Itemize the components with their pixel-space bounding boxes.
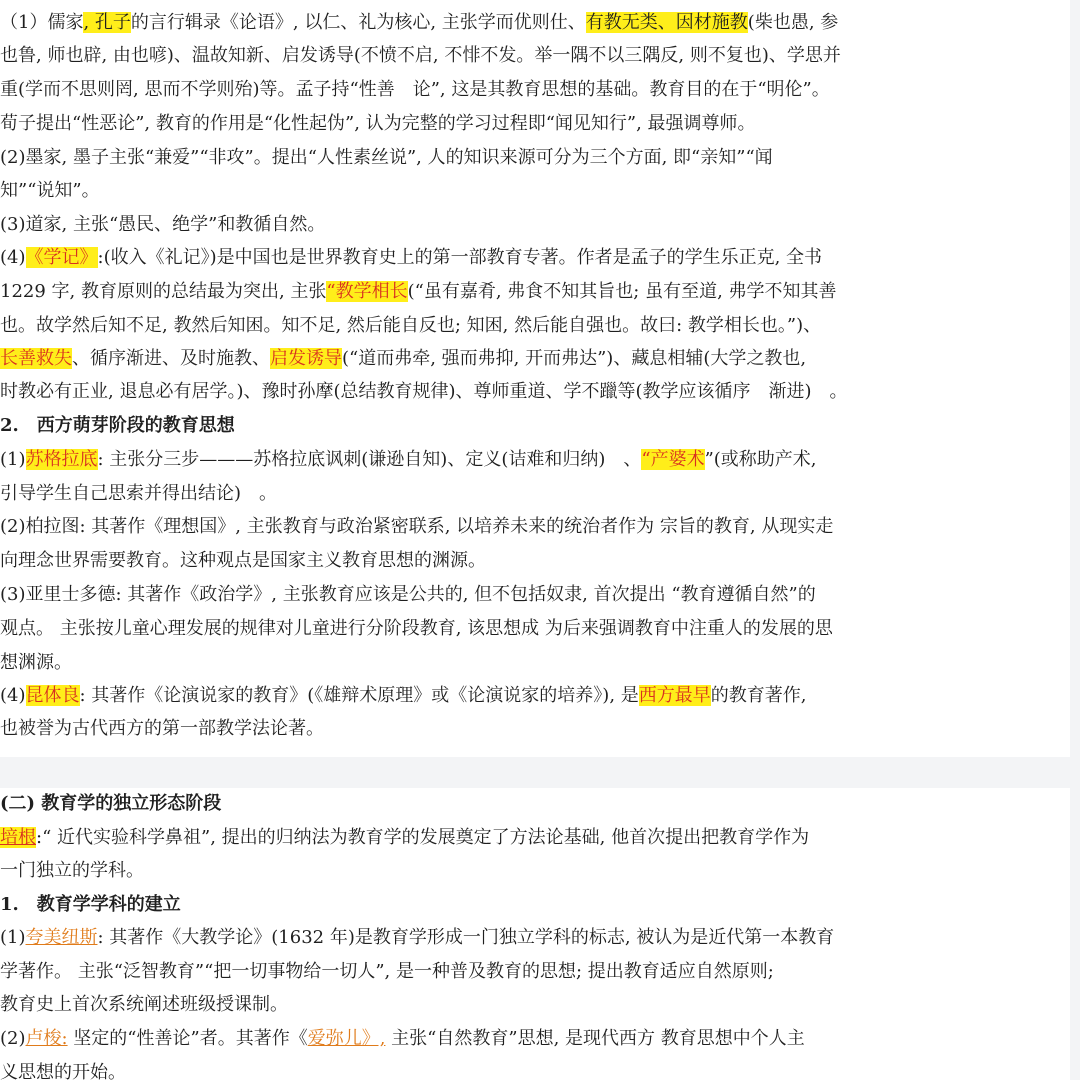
- text-line: [0, 514, 900, 540]
- text-line: [0, 683, 900, 709]
- text-line: [0, 43, 900, 69]
- text-line: [0, 992, 900, 1018]
- text-segment: 教育史上首次系统阐述班级授课制。: [0, 994, 288, 1015]
- text-line: [0, 1026, 900, 1052]
- text-segment: : 主张分三步———苏格拉底讽刺(谦逊自知)、定义(诘难和归纳) 、: [97, 449, 642, 470]
- text-segment: (1): [0, 927, 26, 948]
- text-segment: 时教必有正业, 退息必有居学。)、豫时孙摩(总结教育规律)、尊师重道、学不躐等(教学应该循序 渐进) 。: [0, 381, 848, 402]
- text-line: [0, 892, 900, 918]
- document-page-2: [0, 788, 1070, 1083]
- text-segment: (3)道家, 主张“愚民、绝学”和教循自然。: [0, 214, 326, 235]
- highlighted-term: 启发诱导: [270, 348, 342, 369]
- text-line: [0, 548, 900, 574]
- highlighted-term: , 孔子: [83, 12, 131, 33]
- highlighted-term: 长善救失: [0, 348, 72, 369]
- text-segment: 义思想的开始。: [0, 1062, 126, 1083]
- text-line: [0, 1060, 900, 1086]
- text-segment: (3)亚里士多德: 其著作《政治学》, 主张教育应该是公共的, 但不包括奴隶, 首次提出 “教育遵循自然”的: [0, 584, 816, 605]
- text-segment: 的言行辑录《论语》, 以仁、礼为核心, 主张学而优则仕、: [130, 12, 586, 33]
- text-segment: (二) 教育学的独立形态阶段: [0, 793, 222, 814]
- highlighted-term: 《学记》: [25, 247, 98, 268]
- text-line: [0, 716, 900, 742]
- text-line: [0, 245, 900, 271]
- text-line: [0, 413, 900, 439]
- text-line: [0, 858, 900, 884]
- highlighted-term: “教学相长: [326, 281, 408, 302]
- text-line: [0, 379, 900, 405]
- text-segment: 也。故学然后知不足, 教然后知困。知不足, 然后能自反也; 知困, 然后能自强也。故曰: 教学相长也。”)、: [0, 315, 822, 336]
- text-line: [0, 447, 900, 473]
- text-segment: 坚定的“性善论”者。其著作《: [67, 1028, 308, 1049]
- text-segment: 学著作。 主张“泛智教育”“把一切事物给一切人”, 是一种普及教育的思想; 提出教育适应自然原则;: [0, 961, 774, 982]
- text-segment: 向理念世界需要教育。这种观点是国家主义教育思想的渊源。: [0, 550, 486, 571]
- highlighted-term: 卢梭:: [25, 1028, 68, 1049]
- text-line: [0, 279, 900, 305]
- text-segment: （1）儒家: [0, 12, 84, 33]
- text-segment: 、循序渐进、及时施教、: [72, 348, 270, 369]
- text-segment: 的教育著作,: [710, 685, 807, 706]
- text-segment: : 其著作《论演说家的教育》(《雄辩术原理》或《论演说家的培养》), 是: [79, 685, 639, 706]
- text-line: [0, 346, 900, 372]
- text-segment: (2)柏拉图: 其著作《理想国》, 主张教育与政治紧密联系, 以培养未来的统治者作为 宗旨的教育, 从现实走: [0, 516, 834, 537]
- text-segment: :(收入《礼记》)是中国也是世界教育史上的第一部教育专著。作者是孟子的学生乐正克, 全书: [97, 247, 823, 268]
- text-line: [0, 481, 900, 507]
- text-line: [0, 10, 900, 36]
- text-segment: 观点。 主张按儿童心理发展的规律对儿童进行分阶段教育, 该思想成 为后来强调教育中注重人的发展的思: [0, 618, 833, 639]
- highlighted-term: 苏格拉底: [25, 449, 98, 470]
- text-line: [0, 825, 900, 851]
- text-line: [0, 650, 900, 676]
- text-segment: (1): [0, 449, 26, 470]
- text-line: [0, 77, 900, 103]
- text-line: [0, 313, 900, 339]
- text-line: [0, 145, 900, 171]
- text-line: [0, 791, 900, 817]
- page-separator: [0, 757, 1080, 788]
- highlighted-term: 爱弥儿》,: [307, 1028, 386, 1049]
- highlighted-term: 西方最早: [638, 685, 711, 706]
- text-segment: (4): [0, 247, 26, 268]
- text-segment: 荀子提出“性恶论”, 教育的作用是“化性起伪”, 认为完整的学习过程即“闻见知行”, 最强调尊师。: [0, 113, 756, 134]
- text-segment: (“虽有嘉肴, 弗食不知其旨也; 虽有至道, 弗学不知其善: [407, 281, 837, 302]
- highlighted-term: 有教无类、因材施教: [585, 12, 748, 33]
- text-line: [0, 582, 900, 608]
- text-segment: (2)墨家, 墨子主张“兼爱”“非攻”。提出“人性素丝说”, 人的知识来源可分为三个方面, 即“亲知”“闻: [0, 147, 773, 168]
- text-segment: (柴也愚, 参: [747, 12, 839, 33]
- text-line: [0, 178, 900, 204]
- text-segment: 1229 字, 教育原则的总结最为突出, 主张: [0, 281, 327, 302]
- text-segment: ”(或称助产术,: [704, 449, 817, 470]
- text-segment: 也鲁, 师也辟, 由也喭)、温故知新、启发诱导(不愤不启, 不悱不发。举一隅不以三隅反, 则不复也)、学思并: [0, 45, 841, 66]
- text-segment: :“ 近代实验科学鼻祖”, 提出的归纳法为教育学的发展奠定了方法论基础, 他首次提出把教育学作为: [36, 827, 810, 848]
- text-segment: (2): [0, 1028, 26, 1049]
- text-segment: 1. 教育学学科的建立: [0, 894, 181, 915]
- text-segment: 一门独立的学科。: [0, 860, 144, 881]
- text-segment: (4): [0, 685, 26, 706]
- text-segment: 主张“自然教育”思想, 是现代西方 教育思想中个人主: [385, 1028, 805, 1049]
- text-segment: 知”“说知”。: [0, 180, 100, 201]
- text-segment: 想渊源。: [0, 652, 72, 673]
- text-segment: : 其著作《大教学论》(1632 年)是教育学形成一门独立学科的标志, 被认为是近代第一本教育: [97, 927, 835, 948]
- text-line: [0, 212, 900, 238]
- highlighted-term: 夸美纽斯: [25, 927, 98, 948]
- text-segment: 也被誉为古代西方的第一部教学法论著。: [0, 718, 324, 739]
- text-line: [0, 925, 900, 951]
- highlighted-term: “产婆术: [641, 449, 705, 470]
- text-line: [0, 111, 900, 137]
- text-segment: 引导学生自己思索并得出结论) 。: [0, 483, 278, 504]
- highlighted-term: 昆体良: [25, 685, 80, 706]
- text-segment: 重(学而不思则罔, 思而不学则殆)等。孟子持“性善 论”, 这是其教育思想的基础。教育目的在于“明伦”。: [0, 79, 830, 100]
- text-line: [0, 959, 900, 985]
- text-line: [0, 616, 900, 642]
- text-segment: (“道而弗牵, 强而弗抑, 开而弗达”)、藏息相辅(大学之教也,: [342, 348, 807, 369]
- text-segment: 2. 西方萌芽阶段的教育思想: [0, 415, 235, 436]
- scroll-gutter: [1070, 0, 1080, 1080]
- highlighted-term: 培根: [0, 827, 36, 848]
